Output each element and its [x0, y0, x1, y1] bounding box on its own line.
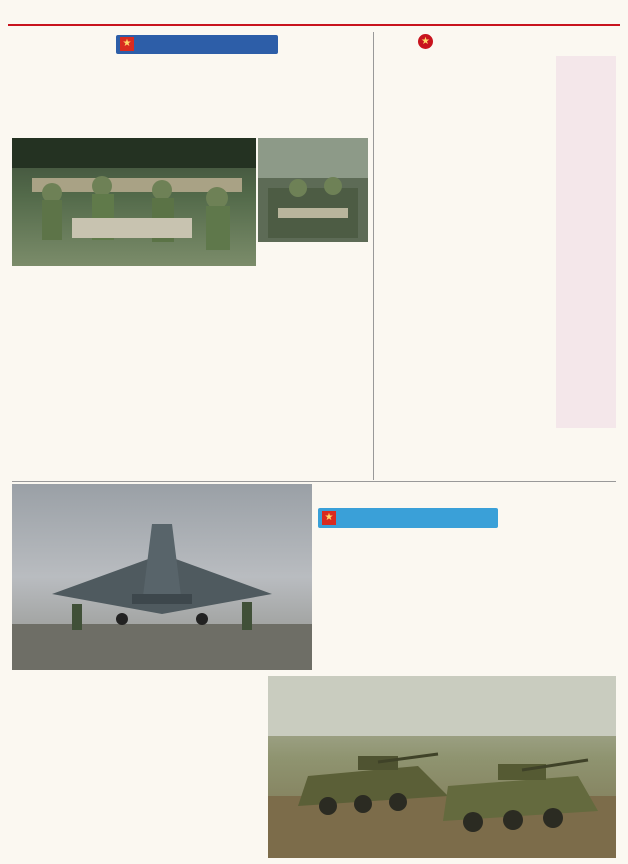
photo-fighter-jet	[12, 484, 312, 670]
banner-military-academy	[116, 35, 278, 54]
article3-body-col2	[190, 684, 262, 856]
photo-armored-vehicles	[268, 676, 616, 858]
article1-photo-side	[258, 138, 368, 242]
article2-body-col3	[462, 582, 532, 670]
army-emblem-icon: ★	[418, 34, 433, 49]
article2-body-col1	[314, 582, 384, 670]
banner2-star-icon: ★	[322, 511, 336, 525]
article1-body-col1	[14, 270, 96, 478]
column-divider	[373, 32, 374, 480]
article2-body-col4	[536, 582, 616, 670]
banner-star-icon: ★	[120, 37, 134, 51]
article3-body-col1	[112, 684, 184, 856]
sidebar-body-wide	[416, 430, 616, 472]
sidebar-title-box	[556, 56, 616, 428]
sidebar-body-col2	[493, 236, 551, 428]
article1-body-col3	[190, 270, 272, 478]
sidebar-body-col1	[416, 56, 488, 428]
sidebar-column-label	[418, 32, 518, 52]
article1-caption	[262, 246, 370, 268]
article1-body-col4	[278, 270, 368, 478]
article1-body-col2	[102, 270, 184, 478]
banner-training	[318, 508, 498, 528]
header-rule	[8, 24, 620, 26]
mid-rule	[12, 481, 616, 482]
article1-photo-main	[12, 138, 256, 266]
article2-body-col2	[388, 582, 458, 670]
masthead	[0, 0, 628, 24]
